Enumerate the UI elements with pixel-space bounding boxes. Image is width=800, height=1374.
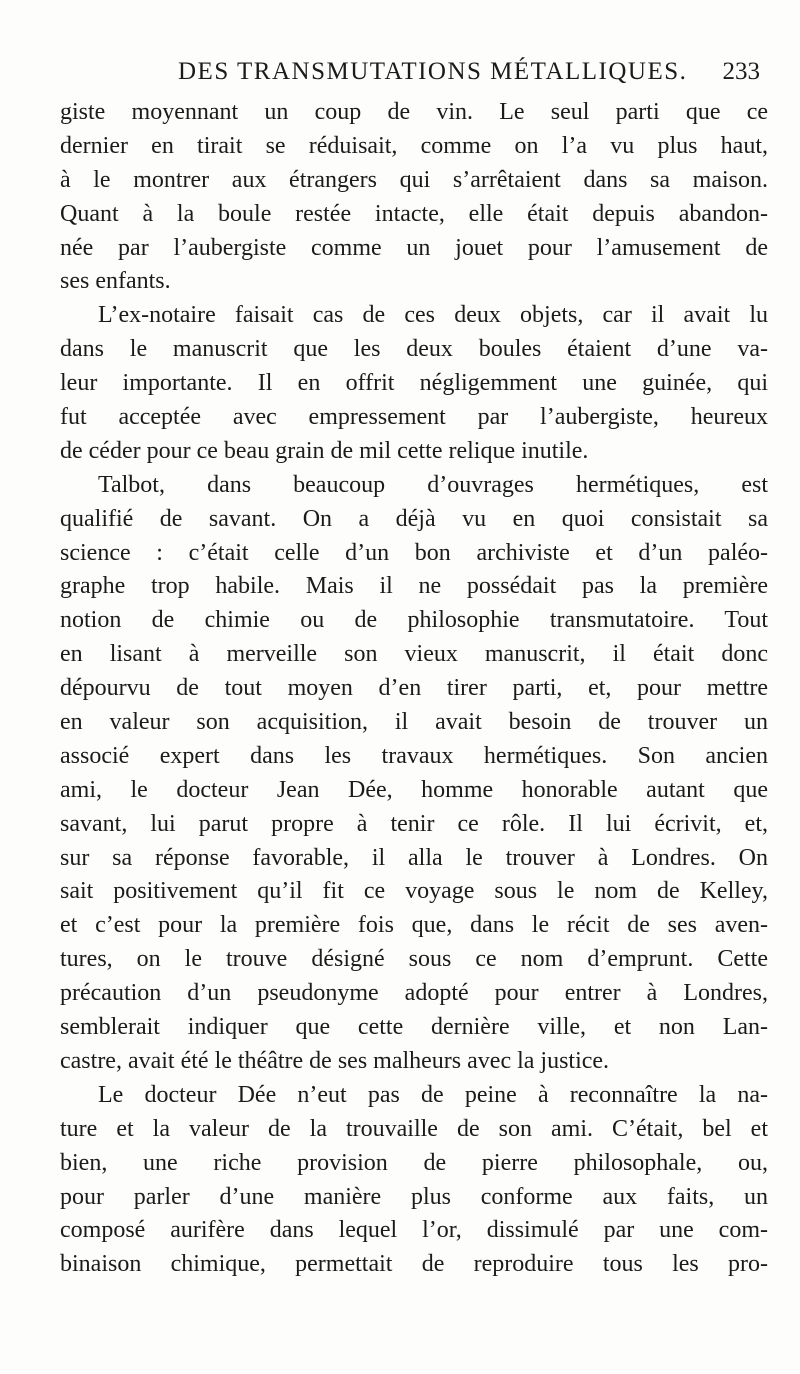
page-number: 233 bbox=[722, 58, 760, 85]
text-line: dépourvu de tout moyen d’en tirer parti, et, pour mettre bbox=[60, 675, 768, 702]
text-line: dans le manuscrit que les deux boules étaient d’une va- bbox=[60, 336, 768, 363]
text-line: ami, le docteur Jean Dée, homme honorable autant que bbox=[60, 776, 768, 803]
text-line: notion de chimie ou de philosophie transmutatoire. Tout bbox=[60, 607, 768, 634]
text-line: sait positivement qu’il fit ce voyage sous le nom de Kelley, bbox=[60, 878, 768, 905]
text-line: bien, une riche provision de pierre philosophale, ou, bbox=[60, 1149, 768, 1176]
text-line-paragraph-end: de céder pour ce beau grain de mil cette relique inutile. bbox=[60, 437, 589, 464]
text-line: ture et la valeur de la trouvaille de son ami. C’était, bel et bbox=[60, 1115, 768, 1142]
body-text bbox=[60, 96, 768, 1282]
text-line: sur sa réponse favorable, il alla le trouver à Londres. On bbox=[60, 844, 768, 871]
text-line: science : c’était celle d’un bon archiviste et d’un paléo- bbox=[60, 539, 768, 566]
text-line: binaison chimique, permettait de reproduire tous les pro- bbox=[60, 1251, 768, 1278]
text-line: qualifié de savant. On a déjà vu en quoi consistait sa bbox=[60, 505, 768, 532]
text-line-paragraph-end: ses enfants. bbox=[60, 268, 171, 295]
text-line-paragraph-start: L’ex-notaire faisait cas de ces deux objets, car il avait lu bbox=[98, 302, 768, 329]
text-line: à le montrer aux étrangers qui s’arrêtaient dans sa maison. bbox=[60, 166, 768, 193]
running-title: DES TRANSMUTATIONS MÉTALLIQUES. bbox=[178, 58, 688, 85]
text-line: savant, lui parut propre à tenir ce rôle. Il lui écrivit, et, bbox=[60, 810, 768, 837]
text-line: leur importante. Il en offrit négligemment une guinée, qui bbox=[60, 370, 768, 397]
text-line: Quant à la boule restée intacte, elle était depuis abandon- bbox=[60, 200, 768, 227]
text-line-paragraph-start: Le docteur Dée n’eut pas de peine à reconnaître la na- bbox=[98, 1081, 768, 1108]
text-line: tures, on le trouve désigné sous ce nom d’emprunt. Cette bbox=[60, 946, 768, 973]
running-head bbox=[60, 52, 760, 92]
text-line: et c’est pour la première fois que, dans le récit de ses aven- bbox=[60, 912, 768, 939]
text-line: précaution d’un pseudonyme adopté pour entrer à Londres, bbox=[60, 980, 768, 1007]
text-line: graphe trop habile. Mais il ne possédait pas la première bbox=[60, 573, 768, 600]
text-line: semblerait indiquer que cette dernière ville, et non Lan- bbox=[60, 1014, 768, 1041]
text-line: née par l’aubergiste comme un jouet pour l’amusement de bbox=[60, 234, 768, 261]
text-line: fut acceptée avec empressement par l’aubergiste, heureux bbox=[60, 404, 768, 431]
text-line: associé expert dans les travaux hermétiques. Son ancien bbox=[60, 742, 768, 769]
text-line: giste moyennant un coup de vin. Le seul parti que ce bbox=[60, 99, 768, 125]
text-line: en lisant à merveille son vieux manuscrit, il était donc bbox=[60, 641, 768, 668]
text-line: composé aurifère dans lequel l’or, dissimulé par une com- bbox=[60, 1217, 768, 1244]
text-line: en valeur son acquisition, il avait besoin de trouver un bbox=[60, 709, 768, 736]
text-line-paragraph-end: castre, avait été le théâtre de ses malheurs avec la justice. bbox=[60, 1047, 610, 1074]
text-line-paragraph-start: Talbot, dans beaucoup d’ouvrages hermétiques, est bbox=[98, 471, 768, 498]
text-line: pour parler d’une manière plus conforme aux faits, un bbox=[60, 1183, 768, 1210]
text-line: dernier en tirait se réduisait, comme on l’a vu plus haut, bbox=[60, 132, 768, 159]
